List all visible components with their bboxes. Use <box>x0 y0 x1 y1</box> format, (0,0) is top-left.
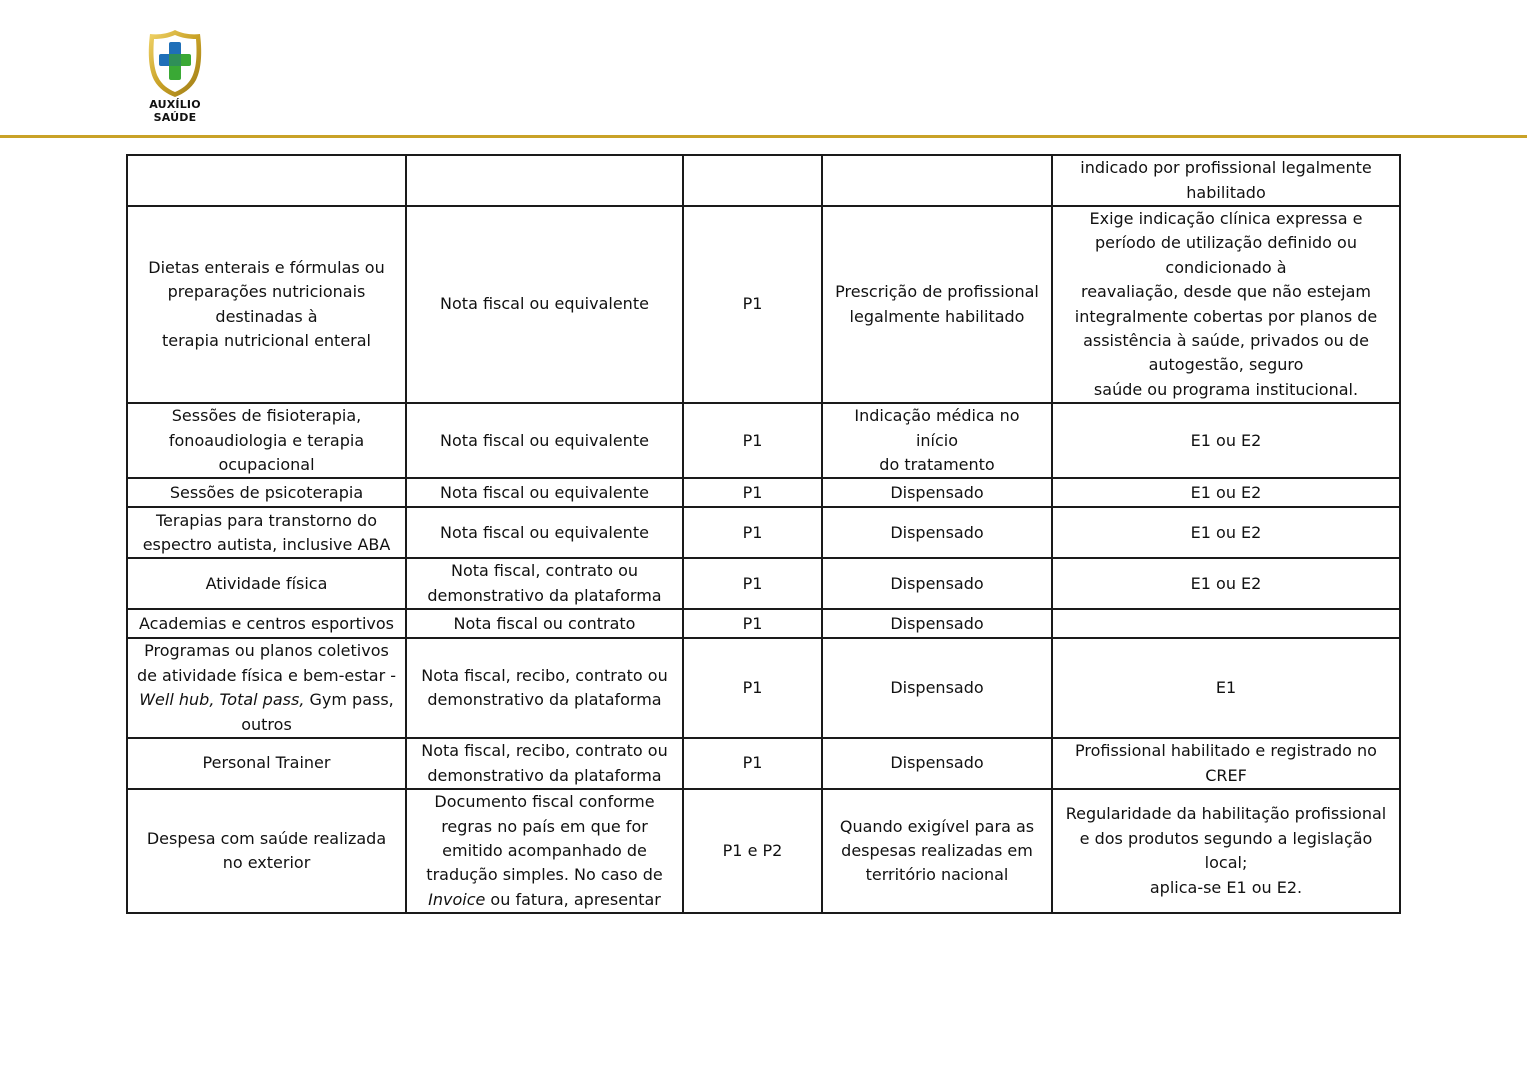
cell-line: fonoaudiologia e terapia <box>168 430 365 450</box>
cell-line: terapia nutricional enteral <box>161 331 371 351</box>
table-cell <box>127 638 406 738</box>
cell-line: Programas ou planos coletivos <box>144 641 389 661</box>
cell-line: Nota fiscal ou equivalente <box>440 294 649 314</box>
table-cell <box>683 558 822 609</box>
table-cell <box>406 789 683 913</box>
cell-line: E1 ou E2 <box>1190 430 1262 450</box>
table-cell <box>683 609 822 638</box>
table-cell <box>1052 558 1400 609</box>
cell-line: E1 ou E2 <box>1190 522 1262 542</box>
cell-line: habilitado <box>1186 182 1266 202</box>
cell-line: legalmente habilitado <box>849 306 1025 326</box>
table-cell <box>1052 609 1400 638</box>
cell-line: Sessões de psicoterapia <box>169 482 364 502</box>
cell-line: CREF <box>1205 765 1247 785</box>
cell-line: Dispensado <box>890 482 984 502</box>
table-row <box>127 403 1400 478</box>
cell-line: Terapias para transtorno do <box>156 510 377 530</box>
cell-line: Nota fiscal ou equivalente <box>440 430 649 450</box>
cell-line: e dos produtos segundo a legislação <box>1079 828 1373 848</box>
table-row <box>127 478 1400 507</box>
cell-line: outros <box>241 714 292 734</box>
cell-line: E1 ou E2 <box>1190 482 1262 502</box>
cell-line: Indicação médica no <box>854 406 1020 426</box>
cell-line: destinadas à <box>215 306 318 326</box>
cell-line: autogestão, seguro <box>1148 355 1304 375</box>
table-cell <box>822 738 1052 789</box>
table-cell <box>127 738 406 789</box>
table-cell <box>1052 403 1400 478</box>
cell-line: Documento fiscal conforme <box>434 792 655 812</box>
cell-line: Regularidade da habilitação profissional <box>1065 804 1387 824</box>
cell-line: P1 <box>742 482 763 502</box>
cell-line: demonstrativo da plataforma <box>427 690 662 710</box>
table-cell <box>1052 206 1400 403</box>
table-cell <box>406 738 683 789</box>
table-cell <box>822 558 1052 609</box>
cell-line: emitido acompanhado de <box>442 840 647 860</box>
cell-line: saúde ou programa institucional. <box>1093 379 1359 399</box>
table-cell <box>822 507 1052 558</box>
cell-line: Sessões de fisioterapia, <box>171 406 362 426</box>
table-row <box>127 609 1400 638</box>
table-cell <box>127 155 406 206</box>
logo-line-1: AUXÍLIO <box>149 98 201 111</box>
cell-line: Prescrição de profissional <box>835 282 1039 302</box>
table-row <box>127 558 1400 609</box>
cell-line: Quando exigível para as <box>839 816 1035 836</box>
cell-line: Dispensado <box>890 753 984 773</box>
cell-line: Nota fiscal, recibo, contrato ou <box>421 665 668 685</box>
table-cell <box>822 155 1052 206</box>
cell-line: início <box>915 430 959 450</box>
cell-line: aplica-se E1 ou E2. <box>1149 877 1303 897</box>
cell-line: P1 e P2 <box>722 840 783 860</box>
cell-line: E1 <box>1215 678 1237 698</box>
cell-line: P1 <box>742 753 763 773</box>
cell-line: Nota fiscal, recibo, contrato ou <box>421 741 668 761</box>
cell-line: tradução simples. No caso de <box>426 865 663 885</box>
cell-line: território nacional <box>865 865 1009 885</box>
cell-line <box>415 888 674 912</box>
table-cell <box>1052 507 1400 558</box>
table-cell <box>822 206 1052 403</box>
cell-line: P1 <box>742 613 763 633</box>
cell-line: Personal Trainer <box>202 753 331 773</box>
table-row <box>127 638 1400 738</box>
table-cell <box>683 738 822 789</box>
table-cell <box>127 558 406 609</box>
cell-line: preparações nutricionais <box>167 282 366 302</box>
cell-line: Nota fiscal ou equivalente <box>440 522 649 542</box>
table-cell <box>683 638 822 738</box>
table-cell <box>406 403 683 478</box>
table-cell <box>1052 155 1400 206</box>
table-cell <box>683 789 822 913</box>
cell-line: no exterior <box>222 853 311 873</box>
table-cell <box>822 403 1052 478</box>
table-cell <box>406 558 683 609</box>
cell-line: Dispensado <box>890 678 984 698</box>
cell-line: de atividade física e bem-estar - <box>136 665 397 685</box>
cell-line: Nota fiscal ou equivalente <box>440 482 649 502</box>
cell-line: reavaliação, desde que não estejam <box>1080 282 1371 302</box>
table-cell <box>683 155 822 206</box>
cell-line: condicionado à <box>1165 257 1287 277</box>
table-cell <box>683 206 822 403</box>
cell-line: Profissional habilitado e registrado no <box>1075 741 1377 761</box>
cell-line: período de utilização definido ou <box>1095 233 1357 253</box>
cell-line: Dispensado <box>890 613 984 633</box>
reimbursement-rules-table <box>126 154 1401 914</box>
table-cell <box>406 609 683 638</box>
cell-line: regras no país em que for <box>441 816 648 836</box>
table-cell <box>683 507 822 558</box>
cell-line: Dietas enterais e fórmulas ou <box>148 257 385 277</box>
cell-line: ocupacional <box>218 455 315 475</box>
table-row <box>127 789 1400 913</box>
cell-text: ou fatura, apresentar <box>485 889 661 909</box>
table-cell <box>1052 789 1400 913</box>
table-cell <box>1052 638 1400 738</box>
shield-cross-icon <box>146 28 204 98</box>
logo-line-2: SAÚDE <box>153 111 197 124</box>
cell-line: integralmente cobertas por planos de <box>1074 306 1378 326</box>
table-cell <box>822 789 1052 913</box>
table-cell <box>822 478 1052 507</box>
cell-line: P1 <box>742 678 763 698</box>
table-cell <box>406 507 683 558</box>
header-divider <box>0 135 1527 138</box>
cell-line: Atividade física <box>205 573 328 593</box>
cell-line: espectro autista, inclusive ABA <box>142 534 391 554</box>
table-cell <box>1052 738 1400 789</box>
cell-line: P1 <box>742 294 763 314</box>
auxilio-saude-logo <box>140 28 210 124</box>
cell-line: Exige indicação clínica expressa e <box>1089 209 1363 228</box>
cell-line: P1 <box>742 522 763 542</box>
cell-line: demonstrativo da plataforma <box>427 765 662 785</box>
table-cell <box>127 789 406 913</box>
cell-text: Gym pass, <box>304 690 394 710</box>
cell-line <box>136 688 397 712</box>
table-row <box>127 507 1400 558</box>
table-cell <box>406 638 683 738</box>
table-cell <box>683 403 822 478</box>
italic-text: Invoice <box>428 889 486 909</box>
cell-line: P1 <box>742 573 763 593</box>
cell-line: Dispensado <box>890 522 984 542</box>
cell-line: Despesa com saúde realizada <box>146 828 387 848</box>
cell-line: Academias e centros esportivos <box>139 613 394 633</box>
table-cell <box>406 155 683 206</box>
table-cell <box>683 478 822 507</box>
italic-text: Well hub, Total pass, <box>139 690 305 710</box>
cell-line: demonstrativo da plataforma <box>427 585 662 605</box>
cell-line: local; <box>1204 853 1248 873</box>
table-cell <box>127 609 406 638</box>
table-cell <box>1052 478 1400 507</box>
cell-line: assistência à saúde, privados ou de <box>1083 331 1369 351</box>
cell-line: despesas realizadas em <box>841 840 1033 860</box>
cell-line: indicado por profissional legalmente <box>1080 158 1372 178</box>
table-row <box>127 206 1400 403</box>
cell-line: do tratamento <box>879 455 995 475</box>
cell-line: Nota fiscal ou contrato <box>453 613 636 633</box>
logo-text <box>140 98 210 124</box>
cell-line: Dispensado <box>890 573 984 593</box>
table-cell <box>822 609 1052 638</box>
table-cell <box>127 478 406 507</box>
table-cell <box>406 206 683 403</box>
table-row <box>127 738 1400 789</box>
cell-line: Nota fiscal, contrato ou <box>450 561 638 581</box>
table-cell <box>127 403 406 478</box>
cell-line: P1 <box>742 430 763 450</box>
table-cell <box>822 638 1052 738</box>
table-cell <box>127 206 406 403</box>
table-row <box>127 155 1400 206</box>
table-cell <box>127 507 406 558</box>
table-cell <box>406 478 683 507</box>
cell-line: E1 ou E2 <box>1190 573 1262 593</box>
